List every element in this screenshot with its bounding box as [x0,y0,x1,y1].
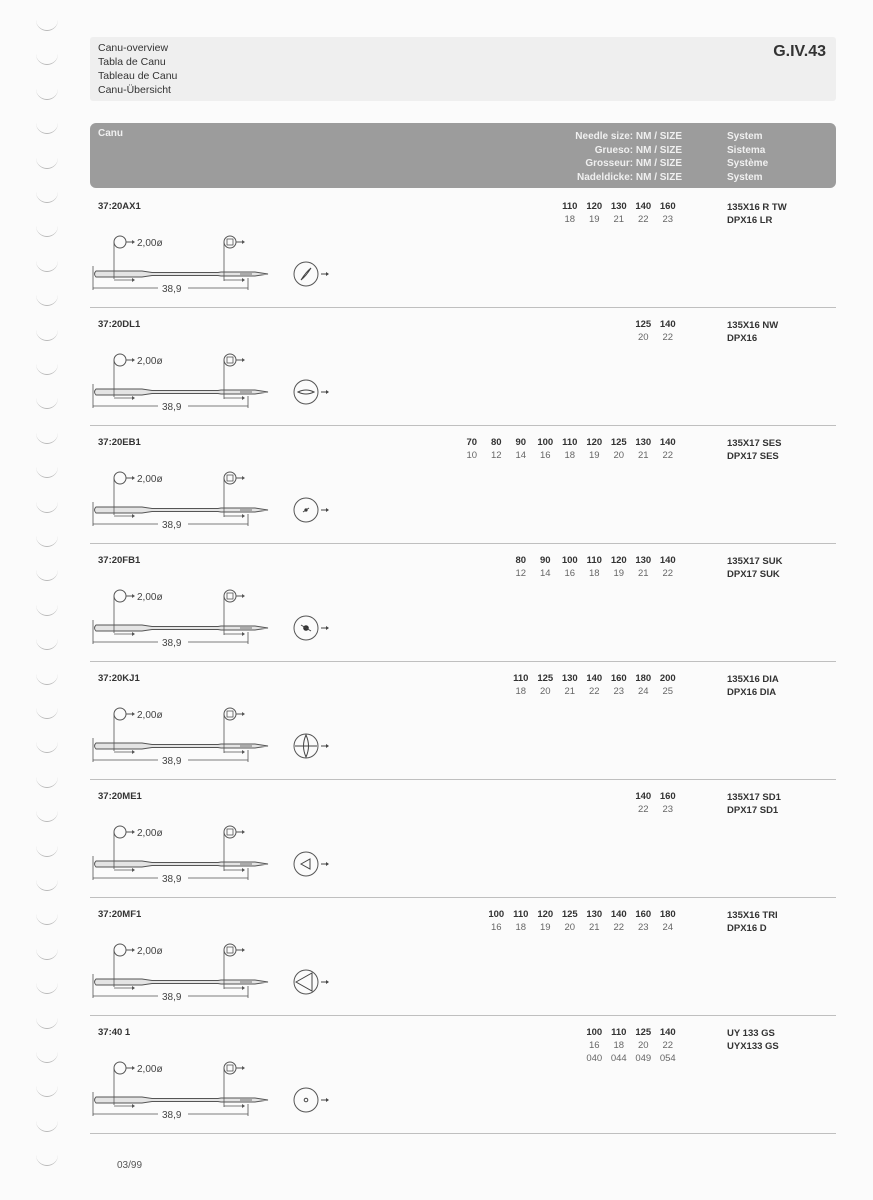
size-column [558,436,583,462]
needle-sizes [582,1026,680,1065]
binding-hole [36,536,58,547]
nm-value: 140 [659,437,676,448]
canu-code: 37:20FB1 [98,555,141,566]
size-column [484,436,509,462]
needle-diagram [90,816,350,896]
column-header-system [727,130,768,184]
needle-size-en: Needle size: NM / SIZE [575,131,682,142]
nm-value: 125 [610,437,627,448]
system-value: 135X16 R TW [727,202,787,213]
size-value: 20 [564,922,576,933]
size-column [582,554,607,580]
nm-value: 125 [635,319,652,330]
nm-value: 100 [488,909,505,920]
table-row [90,190,836,308]
binding-hole [36,20,58,31]
size-column [607,200,632,226]
size-column [656,672,681,698]
nm-value: 110 [586,555,602,566]
canu-code: 37:20DL1 [98,319,141,330]
point-section-icon [294,1088,329,1112]
table-row [90,898,836,1016]
table-row [90,662,836,780]
size-value: 20 [613,450,625,461]
diameter-label: 2,00ø [137,592,163,603]
needle-sizes [509,672,681,698]
size-value: 22 [637,214,649,225]
size-column [631,554,656,580]
system-values [727,1027,779,1053]
row-divider [90,1133,836,1134]
size-column [607,908,632,934]
nm-value: 70 [466,437,478,448]
binding-hole [36,914,58,925]
system-value: DPX16 DIA [727,687,777,698]
binding-hole [36,605,58,616]
nm-value: 120 [610,555,627,566]
diameter-label: 2,00ø [137,474,163,485]
size-column [656,436,681,462]
binding-hole [36,777,58,788]
table-header [90,123,836,188]
nm-value: 160 [659,201,676,212]
size-column [582,436,607,462]
size-value: 21 [637,568,649,579]
size-value: 21 [637,450,649,461]
needle-sizes [631,318,680,344]
needle-diagram [90,934,350,1014]
title-es: Tabla de Canu [98,56,166,68]
nm-value: 120 [537,909,554,920]
size-column [631,1026,656,1065]
nm-value: 125 [561,909,578,920]
diameter-label: 2,00ø [137,946,163,957]
size-value: 22 [613,922,625,933]
size-column [484,908,509,934]
nm-value: 100 [561,555,578,566]
table-row [90,426,836,544]
size-column [509,672,534,698]
needle-sizes [484,908,680,934]
size-value: 22 [588,686,600,697]
size-value: 12 [490,450,502,461]
binding-hole [36,949,58,960]
column-header-needle-size [575,130,682,184]
size-column [582,1026,607,1065]
binding-hole [36,1155,58,1166]
size-value: 22 [662,568,674,579]
system-values [727,909,778,935]
size-column [656,318,681,344]
size-value: 23 [662,214,674,225]
system-value: 135X17 SUK [727,556,783,567]
binding-hole [36,158,58,169]
point-section-icon [294,852,329,876]
size-value: 24 [662,922,674,933]
size-value: 22 [662,332,674,343]
system-values [727,319,778,345]
nm-value: 130 [635,555,652,566]
length-label: 38,9 [162,638,182,649]
nm-value: 80 [490,437,502,448]
size-column [607,1026,632,1065]
extra-size-value: 054 [659,1053,676,1064]
table-row [90,1016,836,1134]
size-column [582,908,607,934]
point-section-icon [294,616,329,640]
canu-code: 37:40 1 [98,1027,131,1038]
nm-value: 130 [586,909,603,920]
system-values [727,791,781,817]
size-column [607,436,632,462]
needle-sizes [631,790,680,816]
size-value: 14 [539,568,551,579]
binding-hole [36,708,58,719]
binding-hole [36,433,58,444]
size-value: 16 [564,568,576,579]
size-column [656,554,681,580]
size-column [656,1026,681,1065]
size-value: 22 [662,450,674,461]
length-label: 38,9 [162,992,182,1003]
size-value: 14 [515,450,527,461]
binding-hole [36,261,58,272]
point-section-icon [294,380,329,404]
system-value: DPX16 D [727,923,767,934]
nm-value: 160 [610,673,627,684]
nm-value: 160 [659,791,676,802]
binding-hole [36,123,58,134]
system-value: 135X17 SD1 [727,792,781,803]
size-value: 19 [539,922,551,933]
binding-hole [36,398,58,409]
system-value: 135X16 TRI [727,910,778,921]
diameter-label: 2,00ø [137,238,163,249]
size-value: 25 [662,686,674,697]
nm-value: 80 [515,555,527,566]
binding-hole [36,1086,58,1097]
size-column [533,554,558,580]
canu-code: 37:20MF1 [98,909,142,920]
length-label: 38,9 [162,402,182,413]
nm-value: 90 [539,555,551,566]
size-value: 10 [466,450,478,461]
binding-hole [36,502,58,513]
binding-hole [36,226,58,237]
size-value: 19 [588,450,600,461]
nm-value: 120 [586,437,603,448]
system-value: 135X16 NW [727,320,779,331]
binding-hole [36,330,58,341]
size-value: 19 [588,214,600,225]
needle-diagram [90,344,350,424]
size-column [460,436,485,462]
size-column [509,436,534,462]
diameter-label: 2,00ø [137,710,163,721]
nm-value: 140 [610,909,627,920]
size-value: 21 [588,922,600,933]
binding-hole [36,880,58,891]
needle-diagram [90,226,350,306]
nm-value: 140 [586,673,603,684]
table-row [90,780,836,898]
needle-sizes [558,200,681,226]
size-column [631,436,656,462]
nm-value: 110 [513,909,529,920]
title-fr: Tableau de Canu [98,70,178,82]
size-value: 16 [588,1040,600,1051]
needle-size-fr: Grosseur: NM / SIZE [585,158,682,169]
needle-diagram [90,462,350,542]
nm-value: 140 [659,319,676,330]
nm-value: 125 [635,1027,652,1038]
system-en: System [727,131,763,142]
binding-hole [36,192,58,203]
nm-value: 140 [635,201,652,212]
table-row [90,544,836,662]
size-column [631,318,656,344]
canu-code: 37:20KJ1 [98,673,140,684]
nm-value: 130 [561,673,578,684]
needle-diagram [90,1052,350,1132]
size-column [656,200,681,226]
size-column [607,554,632,580]
size-column [631,672,656,698]
table-row [90,308,836,426]
page-code: G.IV.43 [773,43,826,60]
system-values [727,437,781,463]
system-de: System [727,171,763,183]
nm-value: 120 [586,201,603,212]
length-label: 38,9 [162,756,182,767]
size-value: 21 [613,214,625,225]
size-column [656,790,681,816]
point-section-icon [294,970,329,994]
size-value: 16 [539,450,551,461]
nm-value: 130 [635,437,652,448]
nm-value: 180 [635,673,652,684]
system-value: DPX17 SUK [727,569,780,580]
nm-value: 90 [515,437,527,448]
size-column [558,200,583,226]
canu-code: 37:20AX1 [98,201,141,212]
system-values [727,201,787,227]
column-header-canu: Canu [98,128,123,139]
system-values [727,555,782,581]
size-column [533,908,558,934]
size-value: 18 [564,214,576,225]
binding-hole [36,467,58,478]
needle-sizes [509,554,681,580]
binding-hole [36,89,58,100]
point-section-icon [294,262,329,286]
size-column [582,200,607,226]
extra-size-value: 040 [586,1053,603,1064]
binding-hole [36,295,58,306]
nm-value: 140 [659,555,676,566]
length-label: 38,9 [162,284,182,295]
nm-value: 140 [635,791,652,802]
system-value: DPX17 SES [727,451,779,462]
binding-hole [36,1052,58,1063]
binding-holes [36,20,66,1180]
binding-hole [36,639,58,650]
binding-hole [36,846,58,857]
binding-hole [36,811,58,822]
binding-hole [36,54,58,65]
size-value: 12 [515,568,527,579]
size-value: 20 [637,332,649,343]
size-value: 24 [637,686,649,697]
binding-hole [36,674,58,685]
size-value: 18 [613,1040,625,1051]
system-values [727,673,779,699]
size-column [533,436,558,462]
diameter-label: 2,00ø [137,356,163,367]
system-value: 135X16 DIA [727,674,779,685]
length-label: 38,9 [162,520,182,531]
size-column [558,554,583,580]
nm-value: 180 [659,909,676,920]
binding-hole [36,570,58,581]
size-value: 23 [613,686,625,697]
system-fr: Système [727,158,769,169]
size-column [509,554,534,580]
size-value: 18 [564,450,576,461]
needle-size-es: Grueso: NM / SIZE [594,144,682,156]
size-value: 21 [564,686,576,697]
binding-hole [36,742,58,753]
size-column [631,908,656,934]
size-column [582,672,607,698]
system-value: UY 133 GS [727,1028,775,1039]
system-es: Sistema [727,144,766,156]
needle-size-de: Nadeldicke: NM / SIZE [576,171,682,183]
extra-size-value: 049 [635,1053,652,1064]
nm-value: 100 [586,1027,603,1038]
extra-size-value: 044 [610,1053,627,1064]
size-value: 18 [515,922,527,933]
title-strip [90,37,836,101]
size-column [631,200,656,226]
nm-value: 200 [659,673,676,684]
size-column [509,908,534,934]
needle-diagram [90,580,350,660]
nm-value: 130 [610,201,627,212]
needle-diagram [90,698,350,778]
length-label: 38,9 [162,1110,182,1121]
nm-value: 110 [562,437,578,448]
binding-hole [36,364,58,375]
size-value: 22 [637,804,649,815]
nm-value: 140 [659,1027,676,1038]
nm-value: 110 [513,673,529,684]
nm-value: 160 [635,909,652,920]
nm-value: 110 [611,1027,627,1038]
nm-value: 125 [537,673,554,684]
footer-date: 03/99 [117,1160,143,1171]
size-value: 20 [539,686,551,697]
size-value: 18 [588,568,600,579]
system-value: DPX17 SD1 [727,805,779,816]
needle-sizes [460,436,681,462]
title-en: Canu-overview [98,42,169,54]
point-section-icon [294,734,329,758]
size-column [607,672,632,698]
system-value: DPX16 [727,333,758,344]
length-label: 38,9 [162,874,182,885]
size-value: 23 [662,804,674,815]
point-section-icon [294,498,329,522]
diameter-label: 2,00ø [137,828,163,839]
system-value: DPX16 LR [727,215,773,226]
canu-code: 37:20ME1 [98,791,142,802]
size-column [558,672,583,698]
system-value: 135X17 SES [727,438,782,449]
size-value: 22 [662,1040,674,1051]
size-value: 18 [515,686,527,697]
size-column [558,908,583,934]
title-de: Canu-Übersicht [98,84,171,96]
canu-code: 37:20EB1 [98,437,141,448]
diameter-label: 2,00ø [137,1064,163,1075]
size-value: 20 [637,1040,649,1051]
size-value: 19 [613,568,625,579]
size-value: 16 [490,922,502,933]
nm-value: 110 [562,201,578,212]
binding-hole [36,983,58,994]
size-value: 23 [637,922,649,933]
system-value: UYX133 GS [727,1041,779,1052]
size-column [533,672,558,698]
size-column [656,908,681,934]
size-column [631,790,656,816]
nm-value: 100 [537,437,554,448]
binding-hole [36,1121,58,1132]
binding-hole [36,1018,58,1029]
